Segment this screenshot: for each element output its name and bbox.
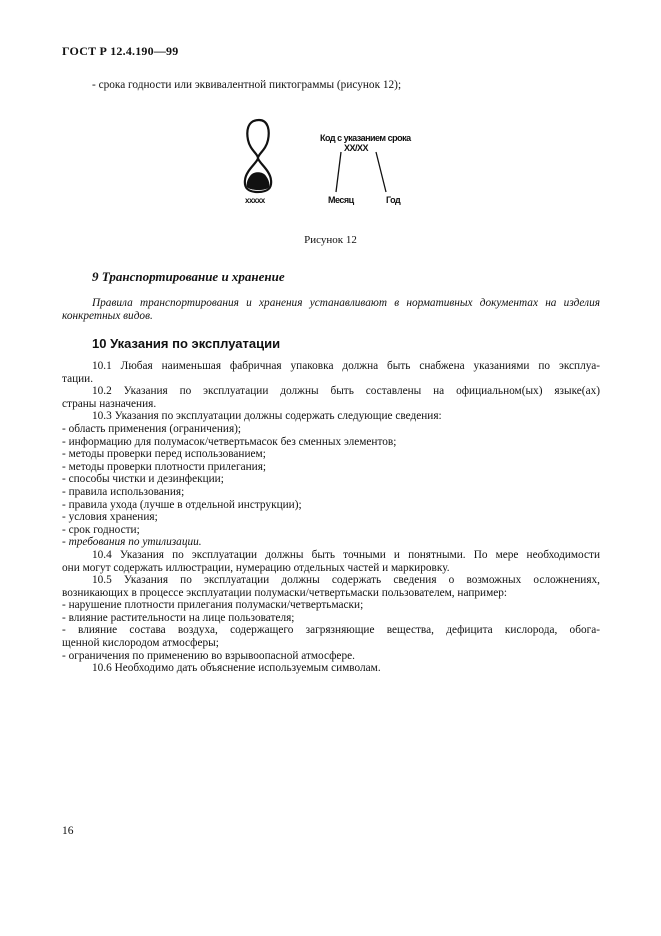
hourglass-code: xxxxx bbox=[245, 196, 265, 205]
section-10-body bbox=[62, 360, 600, 675]
list-item: - срок годности; bbox=[62, 523, 140, 536]
p3-intro: 10.3 Указания по эксплуатации должны содержать следующие сведения: bbox=[92, 410, 442, 423]
p5-item-3-line-2: щенной кислородом атмосферы; bbox=[62, 637, 219, 650]
code-label: Код с указанием срока bbox=[320, 133, 411, 143]
list-item: - правила ухода (лучше в отдельной инструкции); bbox=[62, 498, 302, 511]
list-item: - влияние растительности на лице пользователя; bbox=[62, 611, 295, 624]
p5-line-2: возникающих в процессе эксплуатации полумаски/четвертьмаски пользователем, например: bbox=[62, 586, 508, 599]
section-9-heading: 9 Транспортирование и хранение bbox=[92, 269, 285, 284]
figure-caption: Рисунок 12 bbox=[304, 234, 357, 246]
code-value: XX/XX bbox=[344, 143, 369, 153]
p2-line-1: 10.2 Указания по эксплуатации должны быть составлены на официальном(ых) языке(ах) bbox=[92, 385, 600, 398]
p5-line-1: 10.5 Указания по эксплуатации должны содержать сведения о возможных осложнениях, bbox=[92, 574, 600, 587]
list-item: - нарушение плотности прилегания полумаски/четвертьмаски; bbox=[62, 599, 364, 612]
p6: 10.6 Необходимо дать объяснение используемым символам. bbox=[92, 662, 381, 675]
figure-12 bbox=[236, 116, 446, 210]
p4-line-1: 10.4 Указания по эксплуатации должны быть точными и понятными. По мере необходимости bbox=[92, 548, 600, 561]
section-10-heading: 10 Указания по эксплуатации bbox=[92, 336, 281, 351]
list-item: - условия хранения; bbox=[62, 511, 158, 524]
list-item: - способы чистки и дезинфекции; bbox=[62, 473, 224, 486]
list-item: - требования по утилизации. bbox=[62, 536, 202, 549]
p1-line-1: 10.1 Любая наименьшая фабричная упаковка должна быть снабжена указаниями по эксплуа- bbox=[92, 360, 600, 372]
section-9-body bbox=[62, 297, 600, 323]
year-label: Год bbox=[386, 195, 401, 205]
intro-line: - срока годности или эквивалентной пиктограммы (рисунок 12); bbox=[92, 79, 402, 91]
list-item: - информацию для полумасок/четвертьмасок без сменных элементов; bbox=[62, 435, 397, 448]
section-9-body-line-2: конкретных видов. bbox=[62, 310, 153, 322]
p5-item-3-line-1: - влияние состава воздуха, содержащего загрязняющие вещества, дефицита кислорода, обога- bbox=[62, 624, 600, 637]
list-item: - методы проверки плотности прилегания; bbox=[62, 460, 267, 473]
p2-line-2: страны назначения. bbox=[62, 397, 157, 410]
list-item: - методы проверки перед использованием; bbox=[62, 448, 266, 461]
page-number: 16 bbox=[62, 825, 74, 837]
standard-header: ГОСТ Р 12.4.190—99 bbox=[62, 44, 179, 58]
p1-line-2: тации. bbox=[62, 372, 94, 385]
p5-item-4: - ограничения по применению во взрывоопасной атмосфере. bbox=[62, 649, 355, 662]
year-pointer-line bbox=[376, 152, 386, 192]
list-item: - область применения (ограничения); bbox=[62, 422, 242, 435]
p4-line-2: они могут содержать иллюстрации, нумерацию отдельных частей и маркировку. bbox=[62, 561, 450, 574]
list-item: - правила использования; bbox=[62, 485, 185, 498]
section-9-body-line-1: Правила транспортирования и хранения устанавливают в нормативных документах на изделия bbox=[92, 297, 600, 309]
month-pointer-line bbox=[336, 152, 341, 192]
month-label: Месяц bbox=[328, 195, 354, 205]
